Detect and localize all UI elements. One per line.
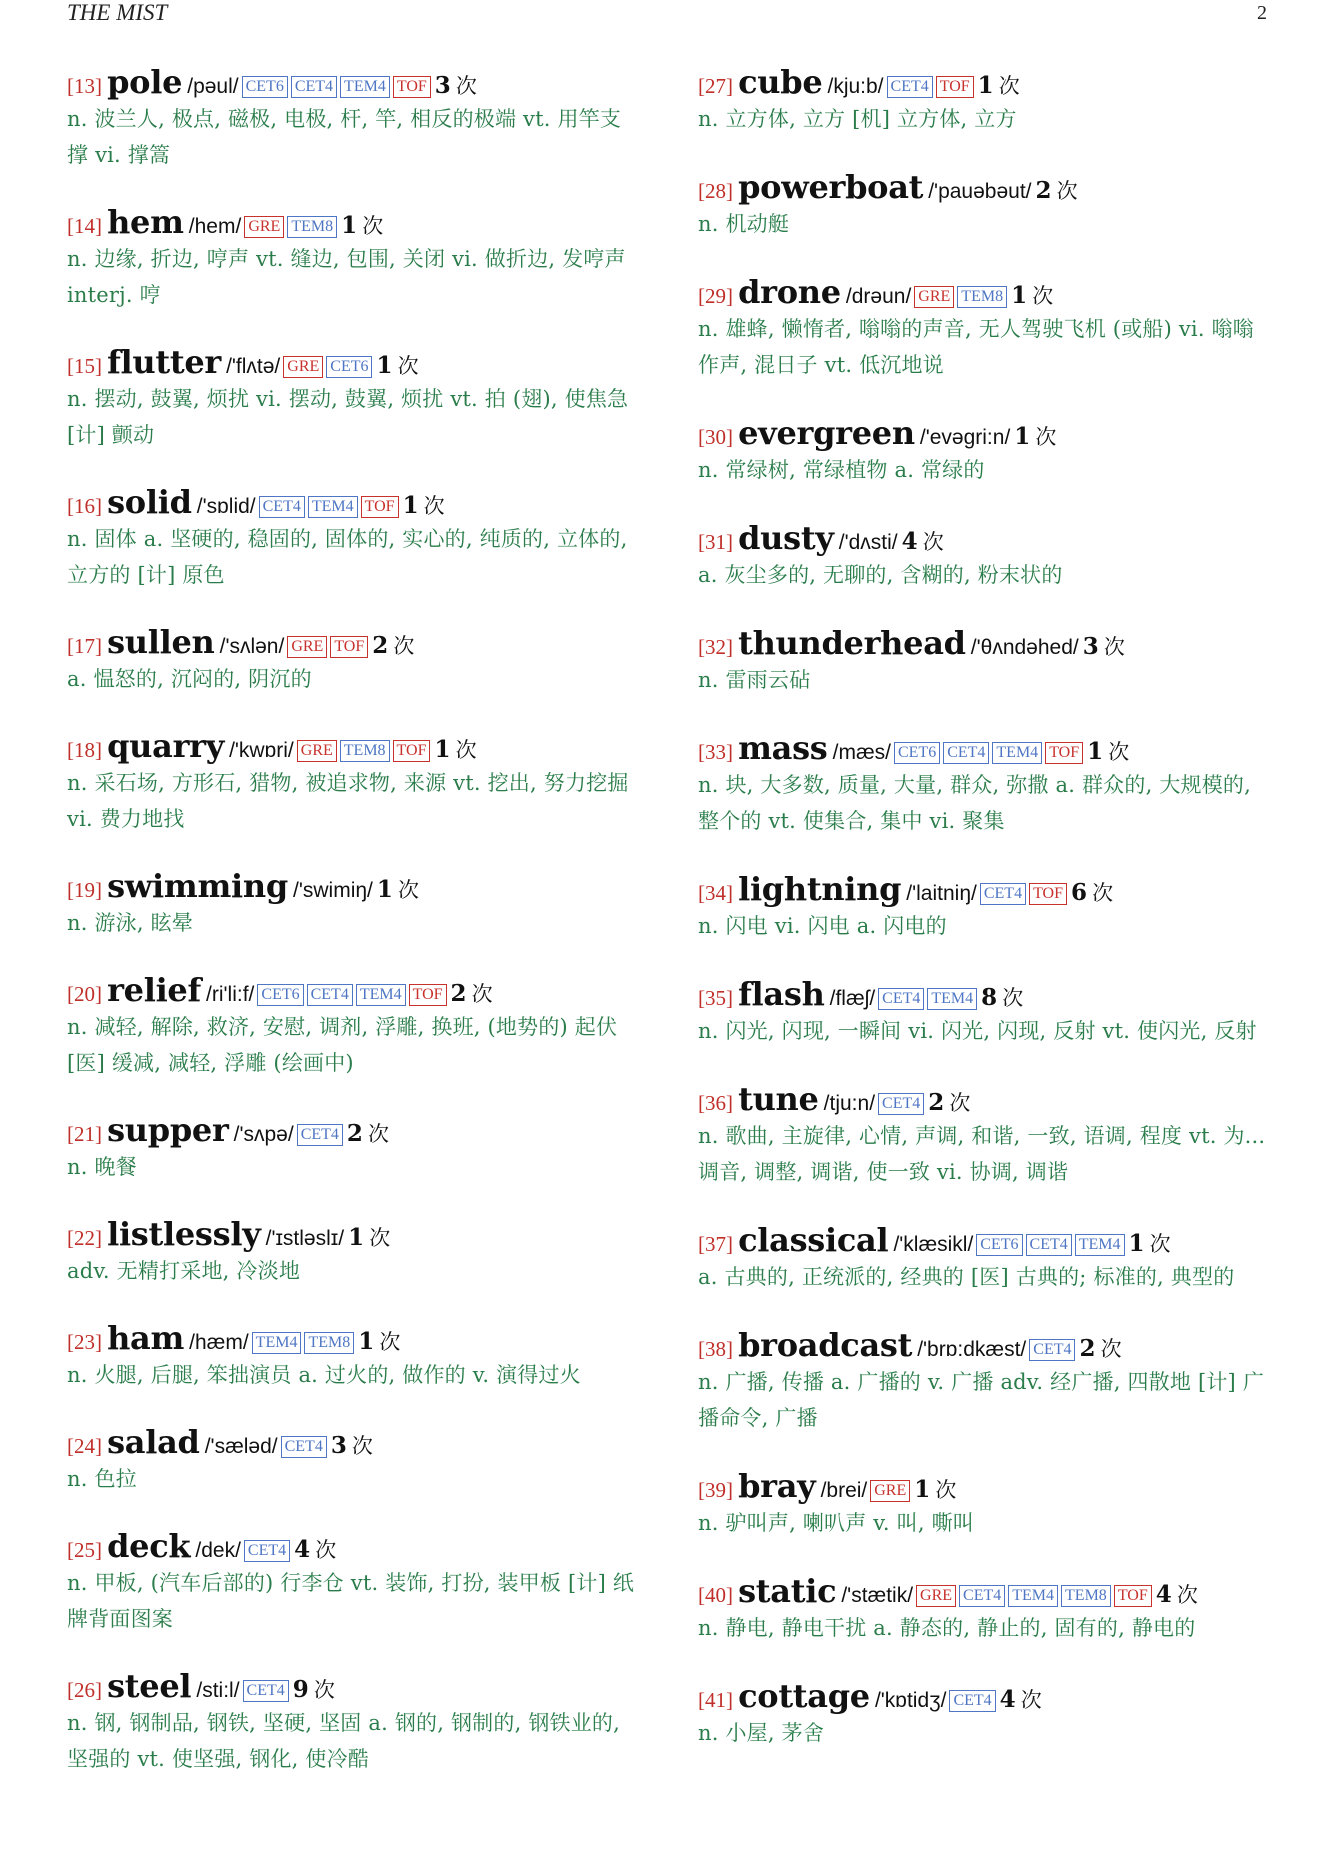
occurrence-count: 1 bbox=[434, 736, 451, 763]
headword: dusty bbox=[738, 519, 834, 557]
occurrence-count: 1 bbox=[1128, 1230, 1145, 1257]
exam-tag-tem4: TEM4 bbox=[1075, 1234, 1125, 1256]
definition: n. 雄蜂, 懒惰者, 嗡嗡的声音, 无人驾驶飞机 (或船) vi. 嗡嗡作声, 混日子 vt. 低沉地说 bbox=[698, 317, 1254, 377]
occurrence-count: 1 bbox=[376, 876, 393, 903]
count-unit: 次 bbox=[379, 1330, 401, 1354]
occurrence-count: 2 bbox=[928, 1089, 945, 1116]
headword: flutter bbox=[107, 343, 221, 381]
phonetic: /drəun/ bbox=[845, 285, 912, 308]
phonetic: /tju:n/ bbox=[823, 1092, 876, 1115]
headword: deck bbox=[107, 1527, 191, 1565]
exam-tag-tem4: TEM4 bbox=[927, 988, 977, 1010]
entry-headline bbox=[698, 167, 1272, 207]
exam-tag-cet6: CET6 bbox=[976, 1234, 1022, 1256]
exam-tag-tof: TOF bbox=[1029, 883, 1067, 905]
exam-tag-cet4: CET4 bbox=[243, 1680, 289, 1702]
occurrence-count: 8 bbox=[981, 984, 998, 1011]
definition: n. 块, 大多数, 质量, 大量, 群众, 弥撒 a. 群众的, 大规模的, 整个的 vt. 使集合, 集中 vi. 聚集 bbox=[698, 773, 1251, 833]
count-unit: 次 bbox=[455, 738, 477, 762]
occurrence-count: 6 bbox=[1071, 879, 1088, 906]
occurrence-count: 1 bbox=[914, 1476, 931, 1503]
entry-number: [26] bbox=[67, 1678, 102, 1702]
exam-tag-tem8: TEM8 bbox=[1061, 1585, 1111, 1607]
exam-tag-cet4: CET4 bbox=[1029, 1339, 1075, 1361]
occurrence-count: 3 bbox=[434, 72, 451, 99]
exam-tag-cet4: CET4 bbox=[259, 496, 305, 518]
entry-headline bbox=[698, 413, 1272, 453]
definition: n. 闪电 vi. 闪电 a. 闪电的 bbox=[698, 914, 947, 938]
definition: n. 钢, 钢制品, 钢铁, 坚硬, 坚固 a. 钢的, 钢制的, 钢铁业的, 坚强的 vt. 使坚强, 钢化, 使冷酷 bbox=[67, 1711, 620, 1771]
definition: n. 游泳, 眩晕 bbox=[67, 911, 194, 935]
count-unit: 次 bbox=[922, 530, 944, 554]
exam-tag-gre: GRE bbox=[283, 356, 323, 378]
exam-tag-tem4: TEM4 bbox=[308, 496, 358, 518]
occurrence-count: 2 bbox=[1035, 177, 1052, 204]
headword: cube bbox=[738, 63, 823, 101]
occurrence-count: 4 bbox=[999, 1686, 1016, 1713]
entry-headline bbox=[698, 1571, 1272, 1611]
entry-number: [34] bbox=[698, 881, 733, 905]
headword: drone bbox=[738, 273, 841, 311]
entry-number: [29] bbox=[698, 284, 733, 308]
entry-headline bbox=[698, 1325, 1272, 1365]
occurrence-count: 2 bbox=[450, 980, 467, 1007]
headword: tune bbox=[738, 1080, 819, 1118]
entry-number: [30] bbox=[698, 425, 733, 449]
vocab-entry bbox=[698, 623, 1272, 698]
definition: n. 甲板, (汽车后部的) 行李仓 vt. 装饰, 打扮, 装甲板 [计] 纸牌背面图案 bbox=[67, 1571, 635, 1631]
exam-tag-tem8: TEM8 bbox=[304, 1332, 354, 1354]
exam-tag-gre: GRE bbox=[244, 216, 284, 238]
count-unit: 次 bbox=[398, 878, 419, 902]
count-unit: 次 bbox=[949, 1091, 971, 1115]
count-unit: 次 bbox=[313, 1678, 335, 1702]
exam-tag-tof: TOF bbox=[1114, 1585, 1152, 1607]
headword: bray bbox=[738, 1467, 816, 1505]
definition: n. 固体 a. 坚硬的, 稳固的, 固体的, 实心的, 纯质的, 立体的, 立方的 [计] 原色 bbox=[67, 527, 628, 587]
vocab-entry bbox=[67, 970, 641, 1081]
occurrence-count: 1 bbox=[348, 1224, 365, 1251]
entry-number: [38] bbox=[698, 1337, 733, 1361]
definition: n. 小屋, 茅舍 bbox=[698, 1721, 825, 1745]
entry-headline bbox=[67, 622, 641, 662]
entry-headline bbox=[698, 518, 1272, 558]
entry-headline bbox=[698, 728, 1272, 768]
entry-number: [36] bbox=[698, 1091, 733, 1115]
definition: n. 边缘, 折边, 哼声 vt. 缝边, 包围, 关闭 vi. 做折边, 发哼声 interj. 哼 bbox=[67, 247, 626, 307]
vocab-entry bbox=[698, 1466, 1272, 1541]
count-unit: 次 bbox=[1176, 1583, 1198, 1607]
exam-tag-gre: GRE bbox=[914, 286, 954, 308]
vocab-entry bbox=[67, 622, 641, 697]
definition: n. 波兰人, 极点, 磁极, 电极, 杆, 竿, 相反的极端 vt. 用竿支撑 vi. 撑篙 bbox=[67, 107, 622, 167]
exam-tag-cet4: CET4 bbox=[949, 1690, 995, 1712]
entry-headline bbox=[67, 1526, 641, 1566]
count-unit: 次 bbox=[1100, 1337, 1122, 1361]
definition: n. 摆动, 鼓翼, 烦扰 vi. 摆动, 鼓翼, 烦扰 vt. 拍 (翅), 使焦急 [计] 颤动 bbox=[67, 387, 629, 447]
count-unit: 次 bbox=[351, 1434, 373, 1458]
vocab-entry bbox=[698, 413, 1272, 488]
phonetic: /hem/ bbox=[188, 215, 242, 238]
phonetic: /pəul/ bbox=[187, 75, 239, 98]
count-unit: 次 bbox=[1149, 1232, 1171, 1256]
entry-number: [13] bbox=[67, 74, 102, 98]
entry-headline bbox=[698, 974, 1272, 1014]
count-unit: 次 bbox=[423, 494, 445, 518]
headword: ham bbox=[107, 1319, 185, 1357]
exam-tag-gre: GRE bbox=[287, 636, 327, 658]
exam-tag-cet4: CET4 bbox=[878, 1093, 924, 1115]
count-unit: 次 bbox=[1035, 425, 1057, 449]
occurrence-count: 1 bbox=[977, 72, 994, 99]
exam-tag-gre: GRE bbox=[870, 1480, 910, 1502]
count-unit: 次 bbox=[1002, 986, 1024, 1010]
entry-number: [20] bbox=[67, 982, 102, 1006]
exam-tag-tof: TOF bbox=[1045, 742, 1083, 764]
entry-number: [37] bbox=[698, 1232, 733, 1256]
exam-tag-gre: GRE bbox=[297, 740, 337, 762]
definition: n. 闪光, 闪现, 一瞬间 vi. 闪光, 闪现, 反射 vt. 使闪光, 反射 bbox=[698, 1019, 1257, 1043]
headword: solid bbox=[107, 483, 192, 521]
headword: cottage bbox=[738, 1677, 870, 1715]
phonetic: /'brɒ:dkæst/ bbox=[917, 1338, 1027, 1361]
headword: supper bbox=[107, 1111, 229, 1149]
definition: n. 静电, 静电干扰 a. 静态的, 静止的, 固有的, 静电的 bbox=[698, 1616, 1196, 1640]
occurrence-count: 9 bbox=[292, 1676, 309, 1703]
occurrence-count: 1 bbox=[376, 352, 393, 379]
entry-number: [18] bbox=[67, 738, 102, 762]
entry-headline bbox=[67, 202, 641, 242]
exam-tag-tem4: TEM4 bbox=[252, 1332, 302, 1354]
entry-headline bbox=[67, 1422, 641, 1462]
headword: static bbox=[738, 1572, 837, 1610]
entry-number: [27] bbox=[698, 74, 733, 98]
exam-tag-cet6: CET6 bbox=[242, 76, 288, 98]
vocab-entry bbox=[698, 1079, 1272, 1190]
exam-tag-cet4: CET4 bbox=[307, 984, 353, 1006]
phonetic: /'stætik/ bbox=[841, 1584, 914, 1607]
entry-number: [14] bbox=[67, 214, 102, 238]
entry-headline bbox=[67, 482, 641, 522]
entry-headline bbox=[698, 272, 1272, 312]
headword: salad bbox=[107, 1423, 200, 1461]
definition: n. 色拉 bbox=[67, 1467, 137, 1491]
entry-headline bbox=[67, 1110, 641, 1150]
phonetic: /flæʃ/ bbox=[829, 987, 876, 1010]
entry-number: [19] bbox=[67, 878, 102, 902]
vocab-entry bbox=[698, 518, 1272, 593]
entry-number: [39] bbox=[698, 1478, 733, 1502]
phonetic: /'klæsikl/ bbox=[893, 1233, 974, 1256]
phonetic: /'ɪstləslɪ/ bbox=[265, 1227, 345, 1250]
phonetic: /dek/ bbox=[195, 1539, 241, 1562]
entry-headline bbox=[67, 1666, 641, 1706]
exam-tag-cet4: CET4 bbox=[959, 1585, 1005, 1607]
occurrence-count: 3 bbox=[330, 1432, 347, 1459]
count-unit: 次 bbox=[1092, 881, 1114, 905]
entry-number: [41] bbox=[698, 1688, 733, 1712]
occurrence-count: 1 bbox=[402, 492, 419, 519]
vocab-entry bbox=[698, 167, 1272, 242]
headword: flash bbox=[738, 975, 825, 1013]
exam-tag-cet6: CET6 bbox=[894, 742, 940, 764]
phonetic: /mæs/ bbox=[832, 741, 891, 764]
entry-number: [23] bbox=[67, 1330, 102, 1354]
vocab-entry bbox=[67, 482, 641, 593]
exam-tag-cet4: CET4 bbox=[980, 883, 1026, 905]
phonetic: /ri'li:f/ bbox=[206, 983, 255, 1006]
count-unit: 次 bbox=[315, 1538, 337, 1562]
entry-number: [22] bbox=[67, 1226, 102, 1250]
phonetic: /'pauəbəut/ bbox=[928, 180, 1032, 203]
count-unit: 次 bbox=[368, 1122, 390, 1146]
exam-tag-tof: TOF bbox=[936, 76, 974, 98]
exam-tag-cet4: CET4 bbox=[291, 76, 337, 98]
headword: relief bbox=[107, 971, 201, 1009]
phonetic: /'θʌndəhed/ bbox=[970, 636, 1079, 659]
vocab-entry bbox=[67, 1422, 641, 1497]
entry-number: [16] bbox=[67, 494, 102, 518]
exam-tag-tem4: TEM4 bbox=[356, 984, 406, 1006]
headword: classical bbox=[738, 1221, 889, 1259]
headword: pole bbox=[107, 63, 183, 101]
exam-tag-tof: TOF bbox=[393, 76, 431, 98]
vocab-entry bbox=[698, 1676, 1272, 1751]
entry-headline bbox=[698, 1676, 1272, 1716]
vocab-entry bbox=[67, 202, 641, 313]
definition: a. 愠怒的, 沉闷的, 阴沉的 bbox=[67, 667, 312, 691]
left-column bbox=[67, 62, 641, 1806]
definition: n. 减轻, 解除, 救济, 安慰, 调剂, 浮雕, 换班, (地势的) 起伏 [医] 缓减, 减轻, 浮雕 (绘画中) bbox=[67, 1015, 618, 1075]
exam-tag-tem8: TEM8 bbox=[957, 286, 1007, 308]
definition: n. 广播, 传播 a. 广播的 v. 广播 adv. 经广播, 四散地 [计] 广播命令, 广播 bbox=[698, 1370, 1265, 1430]
vocab-entry bbox=[698, 974, 1272, 1049]
count-unit: 次 bbox=[1103, 635, 1125, 659]
headword: powerboat bbox=[738, 168, 924, 206]
definition: n. 常绿树, 常绿植物 a. 常绿的 bbox=[698, 458, 985, 482]
count-unit: 次 bbox=[397, 354, 419, 378]
phonetic: /'dʌsti/ bbox=[838, 531, 898, 554]
entry-headline bbox=[698, 62, 1272, 102]
definition: n. 雷雨云砧 bbox=[698, 668, 811, 692]
entry-headline bbox=[67, 342, 641, 382]
entry-headline bbox=[698, 1079, 1272, 1119]
entry-headline bbox=[67, 1318, 641, 1358]
entry-number: [21] bbox=[67, 1122, 102, 1146]
count-unit: 次 bbox=[998, 74, 1020, 98]
vocab-entry bbox=[67, 1666, 641, 1777]
headword: quarry bbox=[107, 727, 224, 765]
exam-tag-tem4: TEM4 bbox=[340, 76, 390, 98]
exam-tag-tof: TOF bbox=[361, 496, 399, 518]
count-unit: 次 bbox=[1108, 740, 1130, 764]
definition: n. 晚餐 bbox=[67, 1155, 137, 1179]
entry-number: [15] bbox=[67, 354, 102, 378]
vocab-entry bbox=[67, 1110, 641, 1185]
definition: n. 歌曲, 主旋律, 心情, 声调, 和谐, 一致, 语调, 程度 vt. 为... 调音, 调整, 调谐, 使一致 vi. 协调, 调谐 bbox=[698, 1124, 1266, 1184]
vocab-entry bbox=[67, 62, 641, 173]
exam-tag-tof: TOF bbox=[409, 984, 447, 1006]
vocab-entry bbox=[67, 726, 641, 837]
entry-number: [24] bbox=[67, 1434, 102, 1458]
count-unit: 次 bbox=[1032, 284, 1054, 308]
phonetic: /'sæləd/ bbox=[204, 1435, 278, 1458]
vocab-entry bbox=[698, 869, 1272, 944]
definition: n. 火腿, 后腿, 笨拙演员 a. 过火的, 做作的 v. 演得过火 bbox=[67, 1363, 581, 1387]
headword: listlessly bbox=[107, 1215, 261, 1253]
entry-number: [32] bbox=[698, 635, 733, 659]
phonetic: /'sʌpə/ bbox=[233, 1123, 294, 1146]
occurrence-count: 4 bbox=[294, 1536, 311, 1563]
vocab-entry bbox=[698, 272, 1272, 383]
entry-headline bbox=[698, 869, 1272, 909]
phonetic: /'flʌtə/ bbox=[226, 355, 281, 378]
entry-headline bbox=[67, 726, 641, 766]
exam-tag-cet4: CET4 bbox=[297, 1124, 343, 1146]
definition: n. 机动艇 bbox=[698, 212, 790, 236]
count-unit: 次 bbox=[455, 74, 477, 98]
exam-tag-cet4: CET4 bbox=[878, 988, 924, 1010]
count-unit: 次 bbox=[393, 634, 415, 658]
entry-headline bbox=[67, 62, 641, 102]
exam-tag-tof: TOF bbox=[393, 740, 431, 762]
phonetic: /'laitniŋ/ bbox=[906, 882, 977, 905]
exam-tag-cet6: CET6 bbox=[326, 356, 372, 378]
running-header-title: THE MIST bbox=[67, 0, 168, 25]
count-unit: 次 bbox=[1020, 1688, 1042, 1712]
headword: evergreen bbox=[738, 414, 915, 452]
occurrence-count: 1 bbox=[358, 1328, 375, 1355]
page-number: 2 bbox=[1257, 2, 1267, 24]
entry-number: [25] bbox=[67, 1538, 102, 1562]
vocab-entry bbox=[698, 1325, 1272, 1436]
exam-tag-cet4: CET4 bbox=[281, 1436, 327, 1458]
entry-headline bbox=[698, 623, 1272, 663]
entry-number: [35] bbox=[698, 986, 733, 1010]
occurrence-count: 4 bbox=[901, 528, 918, 555]
vocab-entry bbox=[698, 728, 1272, 839]
occurrence-count: 1 bbox=[1087, 738, 1104, 765]
entry-headline bbox=[698, 1466, 1272, 1506]
definition: adv. 无精打采地, 冷淡地 bbox=[67, 1259, 301, 1283]
occurrence-count: 2 bbox=[372, 632, 389, 659]
count-unit: 次 bbox=[935, 1478, 957, 1502]
exam-tag-cet4: CET4 bbox=[943, 742, 989, 764]
count-unit: 次 bbox=[471, 982, 493, 1006]
vocab-entry bbox=[67, 342, 641, 453]
entry-number: [33] bbox=[698, 740, 733, 764]
exam-tag-cet4: CET4 bbox=[887, 76, 933, 98]
definition: n. 立方体, 立方 [机] 立方体, 立方 bbox=[698, 107, 1017, 131]
occurrence-count: 2 bbox=[1079, 1335, 1096, 1362]
vocab-entry bbox=[67, 866, 641, 941]
vocab-entry bbox=[67, 1214, 641, 1289]
phonetic: /'kwɒri/ bbox=[229, 739, 294, 762]
phonetic: /'sʌlən/ bbox=[219, 635, 285, 658]
exam-tag-cet6: CET6 bbox=[257, 984, 303, 1006]
exam-tag-tem4: TEM4 bbox=[1008, 1585, 1058, 1607]
phonetic: /kju:b/ bbox=[827, 75, 884, 98]
count-unit: 次 bbox=[1056, 179, 1078, 203]
headword: mass bbox=[738, 729, 828, 767]
definition: a. 灰尘多的, 无聊的, 含糊的, 粉末状的 bbox=[698, 563, 1063, 587]
headword: lightning bbox=[738, 870, 902, 908]
occurrence-count: 1 bbox=[1014, 423, 1031, 450]
exam-tag-gre: GRE bbox=[916, 1585, 956, 1607]
exam-tag-tof: TOF bbox=[330, 636, 368, 658]
entry-number: [31] bbox=[698, 530, 733, 554]
occurrence-count: 4 bbox=[1155, 1581, 1172, 1608]
exam-tag-tem8: TEM8 bbox=[287, 216, 337, 238]
definition: a. 古典的, 正统派的, 经典的 [医] 古典的; 标准的, 典型的 bbox=[698, 1265, 1235, 1289]
right-column bbox=[698, 62, 1272, 1781]
definition: n. 驴叫声, 喇叭声 v. 叫, 嘶叫 bbox=[698, 1511, 974, 1535]
vocab-entry bbox=[67, 1526, 641, 1637]
exam-tag-cet4: CET4 bbox=[244, 1540, 290, 1562]
headword: broadcast bbox=[738, 1326, 913, 1364]
entry-headline bbox=[67, 1214, 641, 1254]
headword: hem bbox=[107, 203, 184, 241]
phonetic: /brei/ bbox=[820, 1479, 868, 1502]
count-unit: 次 bbox=[369, 1226, 391, 1250]
entry-headline bbox=[698, 1220, 1272, 1260]
phonetic: /hæm/ bbox=[189, 1331, 249, 1354]
entry-headline bbox=[67, 970, 641, 1010]
exam-tag-tem8: TEM8 bbox=[340, 740, 390, 762]
vocab-entry bbox=[67, 1318, 641, 1393]
vocab-entry bbox=[698, 1571, 1272, 1646]
entry-number: [17] bbox=[67, 634, 102, 658]
count-unit: 次 bbox=[362, 214, 384, 238]
entry-headline bbox=[67, 866, 641, 906]
exam-tag-cet4: CET4 bbox=[1026, 1234, 1072, 1256]
headword: steel bbox=[107, 1667, 192, 1705]
phonetic: /'sɒlid/ bbox=[196, 495, 256, 518]
headword: thunderhead bbox=[738, 624, 966, 662]
exam-tag-tem4: TEM4 bbox=[992, 742, 1042, 764]
entry-number: [40] bbox=[698, 1583, 733, 1607]
headword: sullen bbox=[107, 623, 215, 661]
entry-number: [28] bbox=[698, 179, 733, 203]
phonetic: /sti:l/ bbox=[196, 1679, 240, 1702]
headword: swimming bbox=[107, 867, 288, 905]
phonetic: /'kɒtidʒ/ bbox=[874, 1689, 947, 1712]
occurrence-count: 3 bbox=[1082, 633, 1099, 660]
occurrence-count: 2 bbox=[346, 1120, 363, 1147]
occurrence-count: 1 bbox=[341, 212, 358, 239]
vocab-entry bbox=[698, 62, 1272, 137]
vocab-entry bbox=[698, 1220, 1272, 1295]
definition: n. 采石场, 方形石, 猎物, 被追求物, 来源 vt. 挖出, 努力挖掘 vi. 费力地找 bbox=[67, 771, 629, 831]
occurrence-count: 1 bbox=[1011, 282, 1028, 309]
phonetic: /'swimiŋ/ bbox=[293, 879, 373, 902]
phonetic: /'evəgri:n/ bbox=[919, 426, 1011, 449]
